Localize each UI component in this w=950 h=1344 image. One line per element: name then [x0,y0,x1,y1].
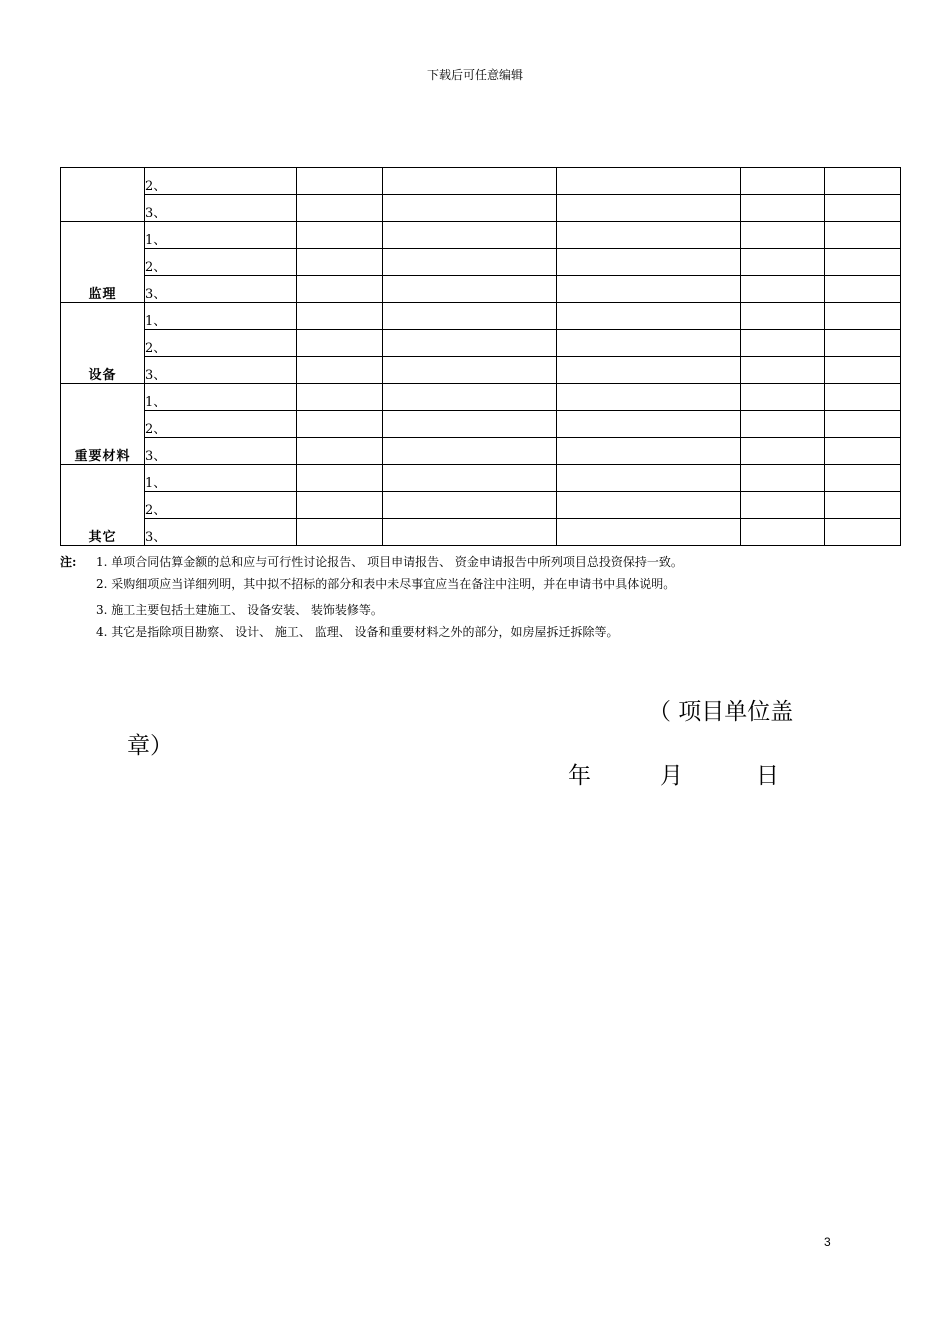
empty-cell [297,249,383,276]
stamp-line-2: 章） [127,733,173,759]
empty-cell [557,438,741,465]
empty-cell [297,519,383,546]
procurement-table [60,167,901,546]
empty-cell [557,195,741,222]
empty-cell [741,222,825,249]
page-number: 3 [824,1235,831,1249]
item-number-cell: 3、 [145,276,297,303]
empty-cell [825,519,901,546]
date-year: 年 [568,763,591,789]
item-number-cell: 3、 [145,438,297,465]
empty-cell [383,195,557,222]
item-number-cell: 2、 [145,492,297,519]
table-row [61,519,901,546]
empty-cell [557,519,741,546]
item-number-cell: 2、 [145,249,297,276]
category-cell [61,168,145,222]
table-row [61,222,901,249]
empty-cell [383,276,557,303]
item-number-cell: 3、 [145,195,297,222]
note-1: 注: 1. 单项合同估算金额的总和应与可行性讨论报告、 项目申请报告、 资金申请报告中所列项目总投资保持一致。 [60,551,683,573]
item-number-cell: 2、 [145,411,297,438]
empty-cell [825,465,901,492]
table-row [61,492,901,519]
item-number-cell: 3、 [145,357,297,384]
page-header: 下载后可任意编辑 [426,68,523,82]
empty-cell [297,168,383,195]
item-number-cell: 1、 [145,384,297,411]
empty-cell [297,411,383,438]
empty-cell [557,465,741,492]
table-row [61,357,901,384]
empty-cell [297,438,383,465]
table-row [61,411,901,438]
table-row [61,168,901,195]
note-4: 4. 其它是指除项目勘察、 设计、 施工、 监理、 设备和重要材料之外的部分，如房屋拆迁拆除等。 [96,625,619,639]
empty-cell [741,384,825,411]
empty-cell [741,411,825,438]
item-number-cell: 1、 [145,303,297,330]
empty-cell [741,465,825,492]
empty-cell [297,330,383,357]
empty-cell [557,222,741,249]
note-3: 3. 施工主要包括土建施工、 设备安装、 装饰装修等。 [96,603,383,617]
table-row [61,303,901,330]
date-day: 日 [756,763,779,789]
empty-cell [825,222,901,249]
empty-cell [297,465,383,492]
category-cell: 设备 [61,303,145,384]
table-row [61,195,901,222]
empty-cell [825,276,901,303]
empty-cell [825,411,901,438]
empty-cell [383,492,557,519]
empty-cell [825,303,901,330]
item-number-cell: 2、 [145,330,297,357]
category-cell: 其它 [61,465,145,546]
item-number-cell: 1、 [145,465,297,492]
category-cell: 监理 [61,222,145,303]
empty-cell [741,195,825,222]
item-number-cell: 1、 [145,222,297,249]
empty-cell [297,357,383,384]
table-row [61,384,901,411]
empty-cell [383,249,557,276]
table-row [61,249,901,276]
empty-cell [383,330,557,357]
empty-cell [741,357,825,384]
empty-cell [383,519,557,546]
empty-cell [557,357,741,384]
item-number-cell: 2、 [145,168,297,195]
empty-cell [297,303,383,330]
empty-cell [383,168,557,195]
empty-cell [741,438,825,465]
empty-cell [825,330,901,357]
category-cell: 重要材料 [61,384,145,465]
stamp-line-1: （ 项目单位盖 [648,699,794,725]
note-2: 2. 采购细项应当详细列明，其中拟不招标的部分和表中未尽事宜应当在备注中注明，并在申请书中具体说明。 [96,577,676,591]
empty-cell [741,519,825,546]
notes [60,551,683,643]
table-row [61,438,901,465]
empty-cell [297,276,383,303]
empty-cell [825,249,901,276]
empty-cell [825,168,901,195]
empty-cell [297,222,383,249]
empty-cell [297,195,383,222]
empty-cell [383,438,557,465]
empty-cell [741,303,825,330]
empty-cell [557,249,741,276]
empty-cell [557,168,741,195]
empty-cell [383,384,557,411]
empty-cell [383,411,557,438]
empty-cell [383,303,557,330]
empty-cell [825,195,901,222]
empty-cell [557,384,741,411]
empty-cell [557,303,741,330]
empty-cell [741,492,825,519]
empty-cell [825,492,901,519]
table-row [61,330,901,357]
empty-cell [825,357,901,384]
empty-cell [825,384,901,411]
empty-cell [383,222,557,249]
empty-cell [825,438,901,465]
empty-cell [297,492,383,519]
date-month: 月 [660,763,683,789]
empty-cell [383,465,557,492]
item-number-cell: 3、 [145,519,297,546]
empty-cell [297,384,383,411]
empty-cell [557,411,741,438]
empty-cell [557,330,741,357]
empty-cell [741,330,825,357]
empty-cell [383,357,557,384]
notes-label: 注: [60,555,77,569]
empty-cell [741,168,825,195]
empty-cell [557,276,741,303]
empty-cell [557,492,741,519]
empty-cell [741,249,825,276]
empty-cell [741,276,825,303]
table-row [61,465,901,492]
table-row [61,276,901,303]
